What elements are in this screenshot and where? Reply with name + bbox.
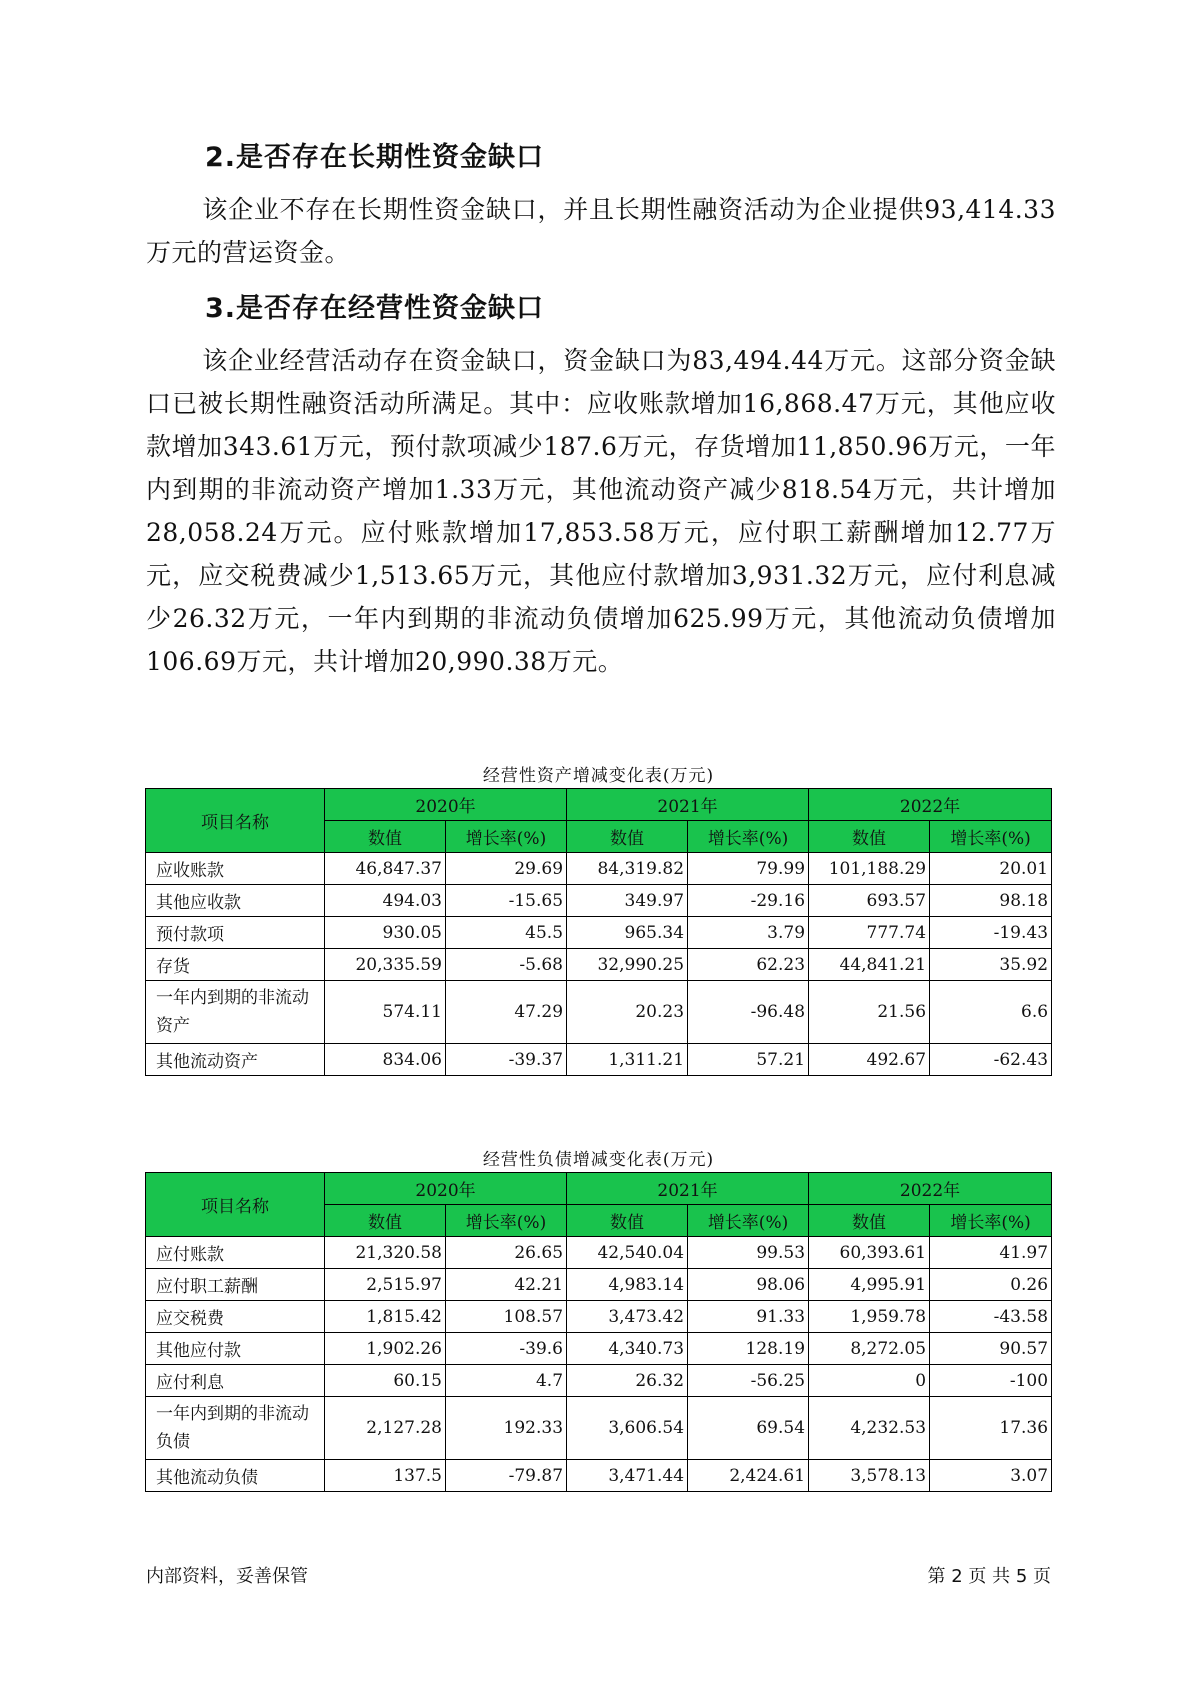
- cell-growth-rate: 47.29: [446, 981, 567, 1044]
- asset-table-caption: 经营性资产增减变化表(万元): [482, 766, 715, 786]
- table-row: [146, 1460, 1052, 1492]
- table-row: [146, 917, 1052, 949]
- cell-value: 1,815.42: [325, 1301, 446, 1333]
- cell-growth-rate: 69.54: [688, 1397, 809, 1460]
- header-year: 2021年: [567, 789, 809, 821]
- table-row: [146, 981, 1052, 1044]
- cell-value: 3,471.44: [567, 1460, 688, 1492]
- cell-value: 777.74: [809, 917, 930, 949]
- cell-growth-rate: -5.68: [446, 949, 567, 981]
- cell-value: 60,393.61: [809, 1237, 930, 1269]
- cell-value: 1,902.26: [325, 1333, 446, 1365]
- row-item-name: 应付账款: [146, 1237, 325, 1269]
- cell-value: 492.67: [809, 1044, 930, 1076]
- cell-value: 3,578.13: [809, 1460, 930, 1492]
- liability-change-table: [145, 1172, 1052, 1492]
- cell-growth-rate: 17.36: [930, 1397, 1052, 1460]
- header-growth: 增长率(%): [930, 821, 1052, 853]
- cell-value: 4,995.91: [809, 1269, 930, 1301]
- table-row: [146, 1269, 1052, 1301]
- cell-value: 4,340.73: [567, 1333, 688, 1365]
- cell-value: 42,540.04: [567, 1237, 688, 1269]
- paragraph-text: 该企业经营活动存在资金缺口，资金缺口为83,494.44万元。这部分资金缺口已被长期性融资活动所满足。其中：应收账款增加16,868.47万元，其他应收款增加343.61万元，预付款项减少187.6万元，存货增加11,850.96万元，一年内到期的非流动资产增加1.33万元，其他流动资产减少818.54万元，共计增加28,058.24万元。应付账款增加17,853.58万元，应付职工薪酬增加12.77万元，应交税费减少1,513.65万元，其他应付款增加3,931.32万元，应付利息减少26.32万元，一年内到期的非流动负债增加625.99万元，其他流动负债增加106.69万元，共计增加20,990.38万元。: [146, 346, 1056, 676]
- asset-change-table: [145, 788, 1052, 1076]
- cell-growth-rate: 128.19: [688, 1333, 809, 1365]
- cell-value: 494.03: [325, 885, 446, 917]
- table-row: [146, 1301, 1052, 1333]
- cell-growth-rate: -15.65: [446, 885, 567, 917]
- header-value: 数值: [809, 1205, 930, 1237]
- cell-value: 1,959.78: [809, 1301, 930, 1333]
- cell-value: 32,990.25: [567, 949, 688, 981]
- cell-growth-rate: 192.33: [446, 1397, 567, 1460]
- cell-value: 21.56: [809, 981, 930, 1044]
- cell-growth-rate: -96.48: [688, 981, 809, 1044]
- cell-value: 574.11: [325, 981, 446, 1044]
- row-item-name: 其他流动资产: [146, 1044, 325, 1076]
- header-growth: 增长率(%): [688, 821, 809, 853]
- cell-growth-rate: 108.57: [446, 1301, 567, 1333]
- row-item-name: 一年内到期的非流动负债: [146, 1397, 325, 1460]
- cell-growth-rate: 62.23: [688, 949, 809, 981]
- paragraph-text: 该企业不存在长期性资金缺口，并且长期性融资活动为企业提供93,414.33万元的营运资金。: [146, 195, 1056, 267]
- cell-growth-rate: 79.99: [688, 853, 809, 885]
- cell-growth-rate: 57.21: [688, 1044, 809, 1076]
- cell-value: 44,841.21: [809, 949, 930, 981]
- cell-value: 20.23: [567, 981, 688, 1044]
- header-item-name: 项目名称: [146, 1173, 325, 1237]
- cell-value: 2,515.97: [325, 1269, 446, 1301]
- table-row: [146, 949, 1052, 981]
- header-year: 2022年: [809, 1173, 1052, 1205]
- asset-table-body: [146, 853, 1052, 1076]
- cell-growth-rate: -79.87: [446, 1460, 567, 1492]
- cell-value: 349.97: [567, 885, 688, 917]
- header-year: 2021年: [567, 1173, 809, 1205]
- table-row: [146, 1044, 1052, 1076]
- table-row: [146, 1365, 1052, 1397]
- cell-growth-rate: 6.6: [930, 981, 1052, 1044]
- cell-growth-rate: -39.6: [446, 1333, 567, 1365]
- table-row: [146, 1397, 1052, 1460]
- liability-table-caption: 经营性负债增减变化表(万元): [482, 1150, 715, 1170]
- row-item-name: 应交税费: [146, 1301, 325, 1333]
- header-growth: 增长率(%): [930, 1205, 1052, 1237]
- header-value: 数值: [325, 1205, 446, 1237]
- cell-value: 2,127.28: [325, 1397, 446, 1460]
- cell-growth-rate: 20.01: [930, 853, 1052, 885]
- header-year: 2022年: [809, 789, 1052, 821]
- section-heading-long-term-gap: 2.是否存在长期性资金缺口: [205, 142, 545, 173]
- cell-growth-rate: -29.16: [688, 885, 809, 917]
- cell-value: 101,188.29: [809, 853, 930, 885]
- cell-growth-rate: 4.7: [446, 1365, 567, 1397]
- section-heading-operating-gap: 3.是否存在经营性资金缺口: [205, 293, 545, 324]
- cell-growth-rate: -19.43: [930, 917, 1052, 949]
- row-item-name: 一年内到期的非流动资产: [146, 981, 325, 1044]
- cell-value: 930.05: [325, 917, 446, 949]
- cell-value: 965.34: [567, 917, 688, 949]
- cell-value: 46,847.37: [325, 853, 446, 885]
- header-value: 数值: [325, 821, 446, 853]
- cell-value: 20,335.59: [325, 949, 446, 981]
- cell-growth-rate: 98.06: [688, 1269, 809, 1301]
- cell-growth-rate: -62.43: [930, 1044, 1052, 1076]
- cell-growth-rate: 3.07: [930, 1460, 1052, 1492]
- header-growth: 增长率(%): [446, 821, 567, 853]
- table-row: [146, 853, 1052, 885]
- cell-value: 8,272.05: [809, 1333, 930, 1365]
- header-year: 2020年: [325, 1173, 567, 1205]
- header-growth: 增长率(%): [446, 1205, 567, 1237]
- row-item-name: 其他应付款: [146, 1333, 325, 1365]
- cell-growth-rate: -43.58: [930, 1301, 1052, 1333]
- header-value: 数值: [567, 821, 688, 853]
- header-value: 数值: [567, 1205, 688, 1237]
- row-item-name: 应收账款: [146, 853, 325, 885]
- cell-value: 4,983.14: [567, 1269, 688, 1301]
- paragraph-long-term-gap: [146, 188, 1056, 274]
- cell-growth-rate: 45.5: [446, 917, 567, 949]
- row-item-name: 预付款项: [146, 917, 325, 949]
- cell-value: 84,319.82: [567, 853, 688, 885]
- cell-growth-rate: 2,424.61: [688, 1460, 809, 1492]
- row-item-name: 应付利息: [146, 1365, 325, 1397]
- cell-value: 834.06: [325, 1044, 446, 1076]
- cell-value: 693.57: [809, 885, 930, 917]
- header-item-name: 项目名称: [146, 789, 325, 853]
- footer-confidential-note: 内部资料，妥善保管: [146, 1566, 308, 1587]
- cell-value: 3,473.42: [567, 1301, 688, 1333]
- header-value: 数值: [809, 821, 930, 853]
- cell-growth-rate: -100: [930, 1365, 1052, 1397]
- cell-growth-rate: 3.79: [688, 917, 809, 949]
- row-item-name: 其他应收款: [146, 885, 325, 917]
- cell-value: 26.32: [567, 1365, 688, 1397]
- cell-growth-rate: 29.69: [446, 853, 567, 885]
- row-item-name: 存货: [146, 949, 325, 981]
- row-item-name: 其他流动负债: [146, 1460, 325, 1492]
- footer-page-number: 第 2 页 共 5 页: [927, 1566, 1051, 1587]
- cell-growth-rate: 99.53: [688, 1237, 809, 1269]
- cell-growth-rate: 42.21: [446, 1269, 567, 1301]
- paragraph-operating-gap: [146, 339, 1056, 683]
- header-year: 2020年: [325, 789, 567, 821]
- cell-value: 60.15: [325, 1365, 446, 1397]
- table-row: [146, 1333, 1052, 1365]
- header-growth: 增长率(%): [688, 1205, 809, 1237]
- cell-value: 137.5: [325, 1460, 446, 1492]
- table-row: [146, 885, 1052, 917]
- cell-growth-rate: 98.18: [930, 885, 1052, 917]
- cell-growth-rate: -39.37: [446, 1044, 567, 1076]
- cell-value: 3,606.54: [567, 1397, 688, 1460]
- cell-value: 4,232.53: [809, 1397, 930, 1460]
- cell-growth-rate: 35.92: [930, 949, 1052, 981]
- cell-value: 0: [809, 1365, 930, 1397]
- cell-value: 21,320.58: [325, 1237, 446, 1269]
- cell-growth-rate: 0.26: [930, 1269, 1052, 1301]
- cell-growth-rate: 26.65: [446, 1237, 567, 1269]
- table-row: [146, 1237, 1052, 1269]
- row-item-name: 应付职工薪酬: [146, 1269, 325, 1301]
- liability-table-body: [146, 1237, 1052, 1492]
- cell-growth-rate: 41.97: [930, 1237, 1052, 1269]
- cell-growth-rate: 90.57: [930, 1333, 1052, 1365]
- cell-growth-rate: 91.33: [688, 1301, 809, 1333]
- cell-growth-rate: -56.25: [688, 1365, 809, 1397]
- cell-value: 1,311.21: [567, 1044, 688, 1076]
